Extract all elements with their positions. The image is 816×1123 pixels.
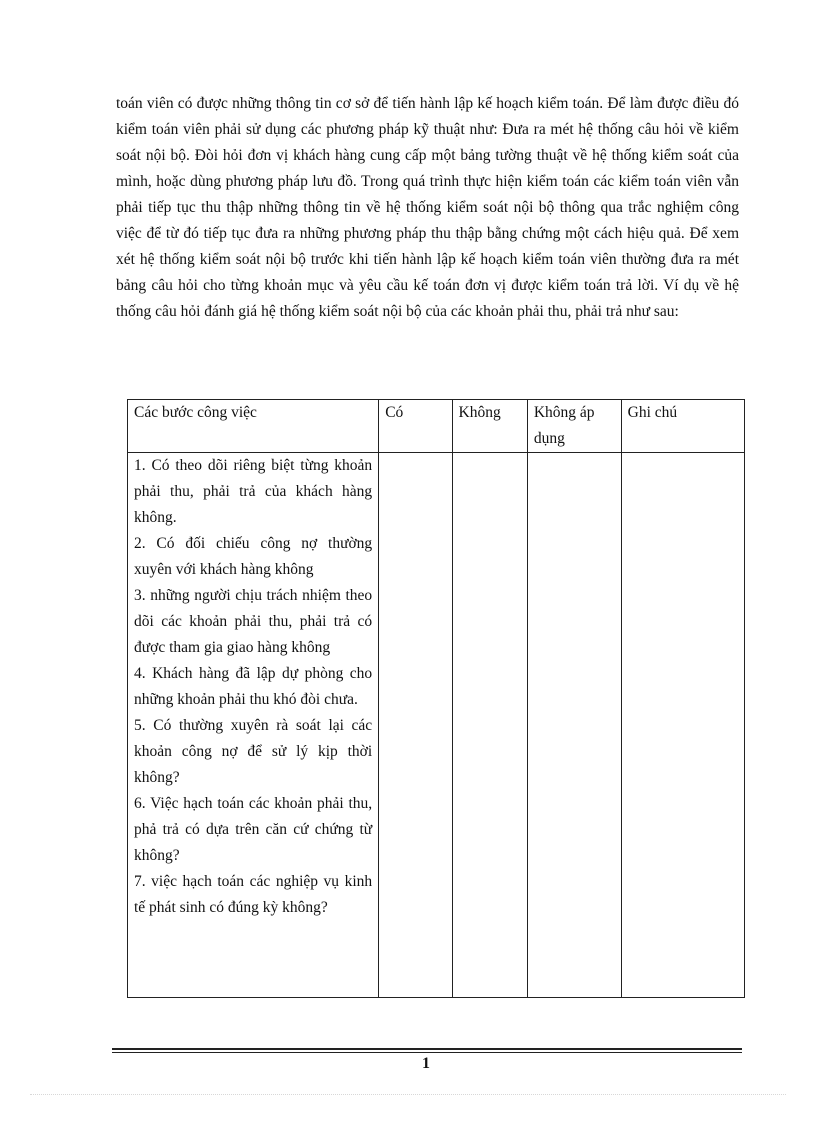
step-item-1: 1. Có theo dõi riêng biệt từng khoản phải thu, phải trả của khách hàng không. bbox=[134, 457, 373, 526]
page-number: 1 bbox=[422, 1055, 430, 1072]
step-item-6: 6. Việc hạch toán các khoản phải thu, phả trả có dựa trên căn cứ chứng từ không? bbox=[134, 795, 373, 864]
step-item-3: 3. những người chịu trách nhiệm theo dõi các khoản phải thu, phải trả có được tham gia giao hàng không bbox=[134, 587, 373, 656]
not-applicable-cell bbox=[527, 453, 621, 998]
header-no: Không bbox=[452, 400, 527, 453]
footer-divider-thin bbox=[112, 1052, 742, 1053]
table-header-row bbox=[128, 400, 745, 453]
step-item-2: 2. Có đối chiếu công nợ thường xuyên với khách hàng không bbox=[134, 535, 373, 578]
table-row bbox=[128, 453, 745, 998]
steps-cell bbox=[128, 453, 379, 998]
step-item-4: 4. Khách hàng đã lập dự phòng cho những khoản phải thu khó đòi chưa. bbox=[134, 665, 373, 708]
yes-cell bbox=[379, 453, 452, 998]
header-not-applicable: Không áp dụng bbox=[527, 400, 621, 453]
notes-cell bbox=[621, 453, 744, 998]
step-item-7: 7. việc hạch toán các nghiệp vụ kinh tế phát sinh có đúng kỳ không? bbox=[134, 873, 373, 916]
footer-divider bbox=[112, 1048, 742, 1050]
page-edge-divider bbox=[30, 1094, 786, 1095]
header-notes: Ghi chú bbox=[621, 400, 744, 453]
no-cell bbox=[452, 453, 527, 998]
header-yes: Có bbox=[379, 400, 452, 453]
step-item-5: 5. Có thường xuyên rà soát lại các khoản công nợ để sử lý kịp thời không? bbox=[134, 717, 373, 786]
body-paragraph: toán viên có được những thông tin cơ sở để tiến hành lập kế hoạch kiểm toán. Để làm được điều đó kiểm toán viên phải sử dụng các phương pháp kỹ thuật như: Đưa ra mét hệ thống câu hỏi về kiểm soát nội bộ. Đòi hỏi đơn vị khách hàng cung cấp một bảng tường thuật về hệ thống kiểm soát của mình, hoặc dùng phương pháp lưu đồ. Trong quá trình thực hiện kiểm toán các kiểm toán viên vẫn phải tiếp tục thu thập những thông tin về hệ thống kiểm soát nội bộ thông qua trắc nghiệm công việc để từ đó tiếp tục đưa ra những phương pháp thu thập bằng chứng một cách hiệu quả. Để xem xét hệ thống kiểm soát nội bộ trước khi tiến hành lập kế hoạch kiểm toán viên thường đưa ra mét bảng câu hỏi cho từng khoản mục và yêu cầu kế toán đơn vị được kiểm toán trả lời. Ví dụ về hệ thống câu hỏi đánh giá hệ thống kiểm soát nội bộ của các khoản phải thu, phải trả như sau: bbox=[116, 95, 739, 320]
internal-control-checklist-table bbox=[127, 399, 745, 998]
header-steps: Các bước công việc bbox=[128, 400, 379, 453]
